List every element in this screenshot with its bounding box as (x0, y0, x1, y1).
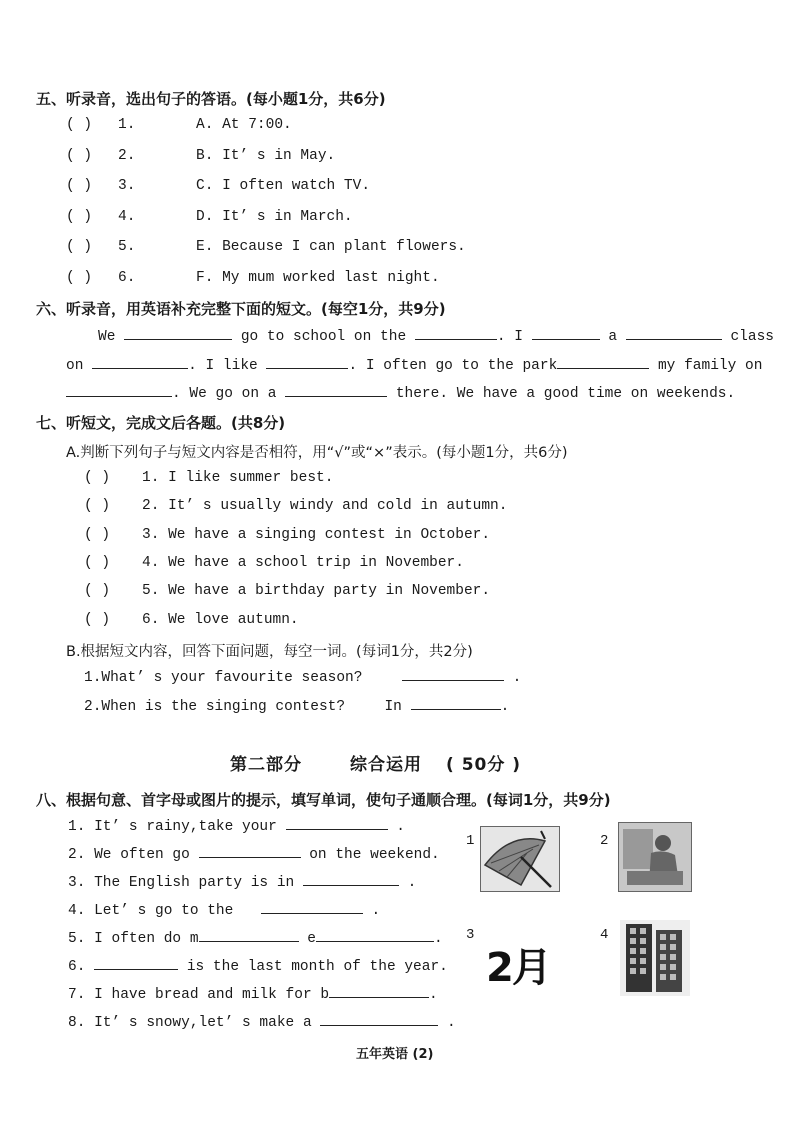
section-5-title: 五、听录音，选出句子的答语。(每小题1分，共6分) (36, 90, 386, 108)
pic-label-1: 1 (466, 833, 475, 849)
blank[interactable] (411, 697, 501, 710)
sec8-s2-end: on the weekend. (309, 847, 440, 863)
sec6-line-2 (66, 356, 762, 374)
blank[interactable] (261, 901, 363, 914)
option-text: F. My mum worked last night. (196, 269, 440, 286)
sec5-row (66, 209, 353, 225)
answer-paren[interactable]: ( ) (66, 178, 93, 194)
sec7a-row (84, 498, 507, 514)
sec7-b2-in: In (384, 699, 402, 715)
section-7a-title: A.判断下列句子与短文内容是否相符，用“√”或“×”表示。(每小题1分，共6分) (66, 445, 568, 461)
sec8-s5-text: 5. I often do m (68, 931, 199, 947)
blank[interactable] (415, 327, 497, 340)
judge-paren[interactable]: ( ) (84, 526, 111, 543)
blank[interactable] (402, 668, 504, 681)
sec8-s1 (68, 817, 405, 835)
building-picture (620, 920, 690, 996)
sec8-s3-text: 3. The English party is in (68, 875, 295, 891)
blank[interactable] (329, 985, 429, 998)
sec7a-row (84, 470, 333, 486)
judge-paren[interactable]: ( ) (84, 554, 111, 571)
option-text: A. At 7:00. (196, 117, 292, 133)
sec6-l2-d: my family on (657, 358, 763, 374)
umbrella-picture (480, 826, 560, 892)
blank[interactable] (124, 327, 232, 340)
sec6-line-3 (66, 384, 735, 402)
blank[interactable] (303, 873, 399, 886)
sec6-l1-a: We (98, 329, 116, 345)
person-picture (618, 822, 692, 892)
answer-paren[interactable]: ( ) (66, 117, 93, 133)
sec8-s7-text: 7. I have bread and milk for (68, 987, 312, 1003)
statement-text: 3. We have a singing contest in October. (142, 526, 491, 543)
statement-text: 2. It’ s usually windy and cold in autumn. (142, 498, 508, 515)
option-text: D. It’ s in March. (196, 208, 353, 225)
section-6-title: 六、听录音，用英语补充完整下面的短文。(每空1分，共9分) (36, 300, 446, 318)
blank[interactable] (94, 957, 178, 970)
sec7-b2-end: . (500, 699, 510, 715)
sec8-s8 (68, 1013, 456, 1031)
sec7a-row (84, 612, 299, 628)
sec8-s1-end: . (396, 819, 405, 835)
blank[interactable] (199, 845, 301, 858)
statement-text: 4. We have a school trip in November. (142, 554, 464, 571)
sec8-s1-text: 1. It’ s rainy,take your (68, 819, 277, 835)
statement-text: 5. We have a birthday party in November. (142, 583, 491, 600)
blank[interactable] (266, 356, 348, 369)
sec5-row (66, 178, 370, 194)
question-number: 1. (118, 117, 136, 133)
section-8-title: 八、根据句意、首字母或图片的提示，填写单词，使句子通顺合理。(每词1分，共9分) (36, 791, 611, 809)
sec6-l1-c: . I (496, 329, 523, 345)
judge-paren[interactable]: ( ) (84, 611, 111, 628)
sec8-s5-b: e (307, 931, 316, 947)
sec8-s8-end: . (447, 1015, 456, 1031)
part-2-score: ( 50分 ) (446, 755, 522, 775)
sec7-b2-q: 2.When is the singing contest? (84, 699, 346, 715)
sec6-l3-b: there. We have a good time on weekends. (395, 386, 736, 402)
sec8-s7-end: . (429, 987, 438, 1003)
judge-paren[interactable]: ( ) (84, 470, 111, 486)
blank[interactable] (199, 929, 299, 942)
answer-paren[interactable]: ( ) (66, 208, 93, 225)
sec7-b2 (84, 697, 509, 715)
february-handwritten: 2月 (486, 945, 550, 991)
option-text: B. It’ s in May. (196, 147, 336, 164)
sec6-l3-a: . We go on a (172, 386, 277, 402)
sec7-b1-q: 1.What’ s your favourite season? (84, 670, 363, 686)
sec8-s8-text: 8. It’ s snowy,let’ s make a (68, 1015, 312, 1031)
sec8-s3 (68, 873, 416, 891)
question-number: 3. (118, 178, 136, 194)
blank[interactable] (286, 817, 388, 830)
sec8-s4-end: . (371, 903, 381, 919)
sec6-l1-d: a (608, 329, 618, 345)
part-2-label: 第二部分 (230, 755, 302, 775)
sec8-s7 (68, 985, 438, 1003)
sec8-s2 (68, 845, 440, 863)
pic-label-4: 4 (600, 927, 609, 943)
sec5-row (66, 117, 292, 133)
section-7b-title: B.根据短文内容，回答下面问题，每空一词。(每词1分，共2分) (66, 644, 473, 660)
pic-label-3: 3 (466, 927, 475, 943)
blank[interactable] (532, 327, 600, 340)
sec6-l2-b: . I like (188, 358, 258, 374)
sec7-b1-end: . (512, 670, 522, 686)
blank[interactable] (316, 929, 434, 942)
option-text: C. I often watch TV. (196, 178, 371, 194)
question-number: 4. (118, 208, 136, 225)
page-footer: 五年英语 (2) (356, 1047, 434, 1062)
sec8-s3-end: . (407, 875, 417, 891)
section-7-title: 七、听短文，完成文后各题。(共8分) (36, 414, 286, 432)
blank[interactable] (626, 327, 722, 340)
sec8-s6-num: 6. (68, 959, 86, 975)
answer-paren[interactable]: ( ) (66, 147, 93, 164)
sec8-s4-text: 4. Let’ s go to the (68, 903, 234, 919)
question-number: 6. (118, 269, 136, 286)
statement-text: 6. We love autumn. (142, 611, 299, 628)
blank[interactable] (66, 384, 172, 397)
sec7a-row (84, 555, 464, 571)
sec5-row (66, 270, 440, 286)
answer-paren[interactable]: ( ) (66, 269, 93, 286)
blank[interactable] (285, 384, 387, 397)
sec7-b1 (84, 668, 521, 686)
answer-paren[interactable]: ( ) (66, 239, 93, 255)
sec8-s5-end: . (433, 931, 443, 947)
sec7a-row (84, 583, 490, 599)
option-text: E. Because I can plant flowers. (196, 239, 466, 255)
blank[interactable] (92, 356, 188, 369)
sec8-s5 (68, 929, 443, 947)
sec6-l2-a: on (66, 358, 84, 374)
sec5-row (66, 148, 335, 164)
sec6-l1-e: class (730, 329, 774, 345)
sec8-s2-text: 2. We often go (68, 847, 190, 863)
pic-label-2: 2 (600, 833, 609, 849)
blank[interactable] (320, 1013, 438, 1026)
judge-paren[interactable]: ( ) (84, 498, 111, 515)
sec7a-row (84, 527, 490, 543)
sec6-l1-b: go to school on the (240, 329, 407, 345)
question-number: 2. (118, 147, 136, 164)
sec5-row (66, 239, 466, 255)
statement-text: 1. I like summer best. (142, 470, 334, 486)
judge-paren[interactable]: ( ) (84, 583, 111, 600)
part-2-name: 综合运用 (350, 755, 422, 775)
sec8-s6 (68, 957, 448, 975)
sec6-l2-c: . I often go to the park (348, 358, 558, 374)
sec8-s7-b: b (320, 987, 330, 1003)
sec8-s4 (68, 901, 380, 919)
blank[interactable] (557, 356, 649, 369)
sec8-s6-end: is the last month of the year. (186, 959, 448, 975)
sec6-line-1 (98, 327, 774, 345)
question-number: 5. (118, 239, 136, 255)
